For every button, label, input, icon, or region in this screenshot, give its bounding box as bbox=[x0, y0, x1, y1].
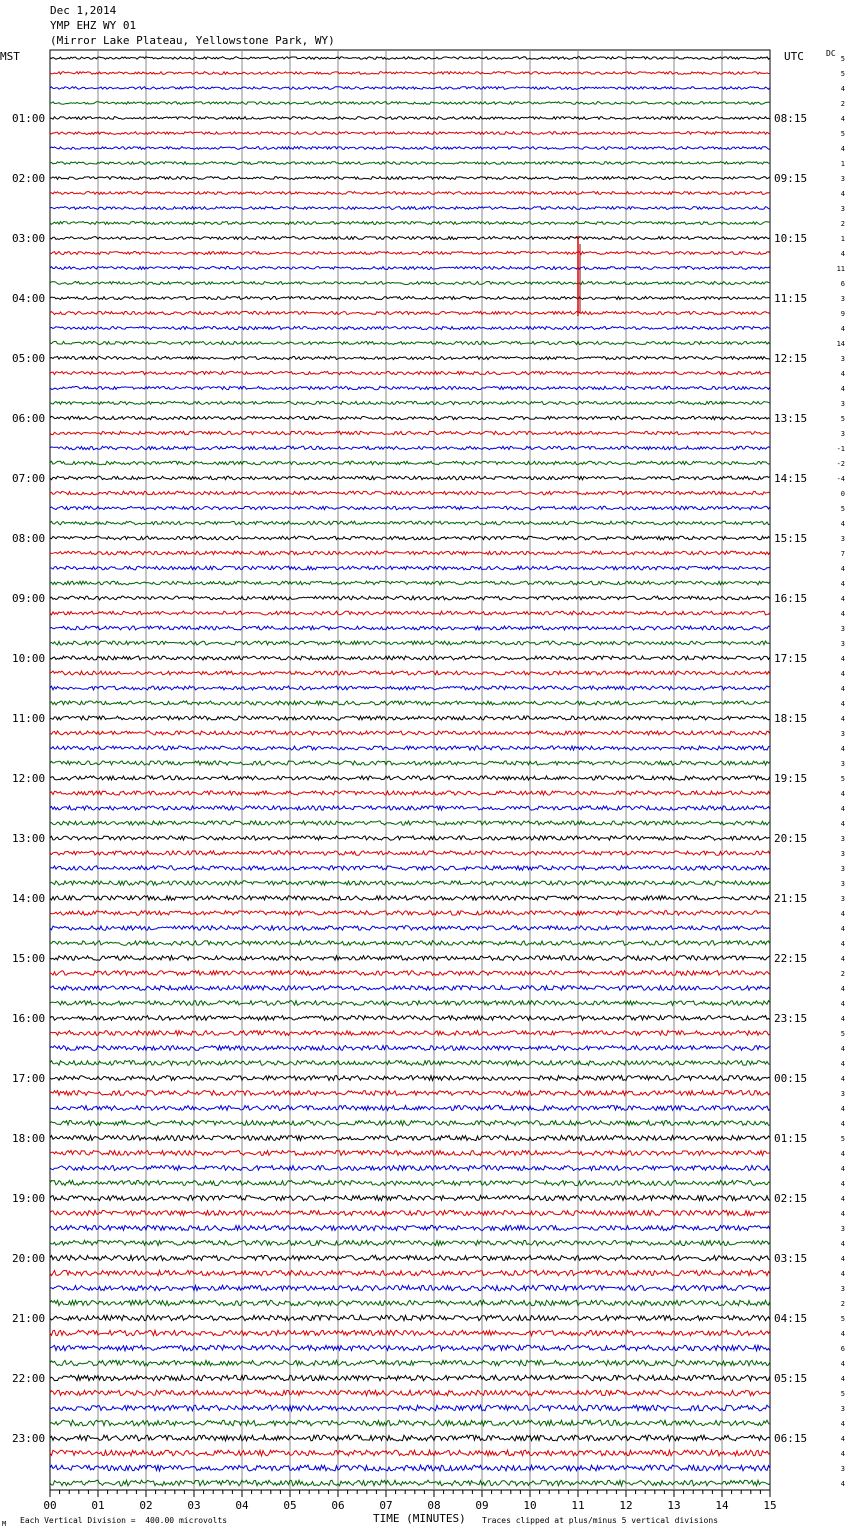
dc-offset-value: 4 bbox=[840, 1435, 845, 1443]
dc-offset-value: 5 bbox=[840, 775, 845, 783]
dc-offset-value: 4 bbox=[840, 1270, 845, 1278]
hour-label-mst: 22:00 bbox=[12, 1372, 46, 1385]
dc-offset-value: 4 bbox=[840, 805, 845, 813]
hour-label-mst: 23:00 bbox=[12, 1432, 46, 1445]
hour-label-utc: 01:15 bbox=[774, 1132, 808, 1145]
dc-offset-value: 4 bbox=[840, 385, 845, 393]
dc-offset-value: 4 bbox=[840, 1255, 845, 1263]
trace-line bbox=[50, 401, 770, 404]
dc-offset-value: 5 bbox=[840, 1135, 845, 1143]
trace-line bbox=[50, 836, 770, 840]
dc-offset-value: 3 bbox=[840, 1465, 845, 1473]
hour-label-utc: 02:15 bbox=[774, 1192, 808, 1205]
dc-offset-value: 4 bbox=[840, 745, 845, 753]
dc-offset-value: 4 bbox=[840, 1330, 845, 1338]
trace-line bbox=[50, 881, 770, 885]
hour-label-mst: 15:00 bbox=[12, 952, 46, 965]
trace-line bbox=[50, 446, 770, 449]
dc-offset-value: 4 bbox=[840, 1180, 845, 1188]
trace-line bbox=[50, 1420, 770, 1426]
hour-label-utc: 21:15 bbox=[774, 892, 808, 905]
trace-line bbox=[50, 1345, 770, 1350]
trace-line bbox=[50, 1046, 770, 1051]
hour-label-mst: 07:00 bbox=[12, 472, 46, 485]
dc-offset-value: 4 bbox=[840, 1015, 845, 1023]
trace-line bbox=[50, 341, 770, 344]
trace-line bbox=[50, 731, 770, 735]
dc-offset-value: 4 bbox=[840, 1000, 845, 1008]
trace-line bbox=[50, 1121, 770, 1126]
trace-line bbox=[50, 1016, 770, 1021]
trace-line bbox=[50, 1210, 770, 1215]
dc-offset-value: 5 bbox=[840, 55, 845, 63]
trace-line bbox=[50, 1136, 770, 1141]
hour-label-utc: 20:15 bbox=[774, 832, 808, 845]
dc-offset-value: 14 bbox=[836, 340, 845, 348]
trace-line bbox=[50, 986, 770, 991]
dc-offset-value: 4 bbox=[840, 190, 845, 198]
dc-offset-value: 5 bbox=[840, 1315, 845, 1323]
dc-offset-value: 4 bbox=[840, 1150, 845, 1158]
trace-line bbox=[50, 1330, 770, 1335]
trace-line bbox=[50, 386, 770, 389]
dc-offset-value: 4 bbox=[840, 1240, 845, 1248]
dc-offset-value: 4 bbox=[840, 580, 845, 588]
scale-note: Each Vertical Division = 400.00 microvolts bbox=[20, 1516, 228, 1525]
header-date: Dec 1,2014 bbox=[50, 4, 117, 17]
dc-offset-value: 4 bbox=[840, 325, 845, 333]
trace-line bbox=[50, 311, 770, 314]
dc-offset-value: 3 bbox=[840, 760, 845, 768]
dc-offset-value: 4 bbox=[840, 250, 845, 258]
header-station: YMP EHZ WY 01 bbox=[50, 19, 137, 32]
dc-offset-value: 2 bbox=[840, 1300, 845, 1308]
trace-line bbox=[50, 1255, 770, 1260]
trace-line bbox=[50, 1465, 770, 1471]
dc-offset-value: 3 bbox=[840, 1090, 845, 1098]
hour-label-mst: 11:00 bbox=[12, 712, 46, 725]
trace-line bbox=[50, 87, 770, 90]
trace-line bbox=[50, 1181, 770, 1186]
dc-offset-value: 4 bbox=[840, 670, 845, 678]
trace-line bbox=[50, 431, 770, 434]
trace-line bbox=[50, 1076, 770, 1081]
hour-label-mst: 10:00 bbox=[12, 652, 46, 665]
trace-line bbox=[50, 177, 770, 180]
trace-line bbox=[50, 656, 770, 660]
trace-line bbox=[50, 461, 770, 464]
dc-offset-value: 4 bbox=[840, 1360, 845, 1368]
trace-line bbox=[50, 521, 770, 525]
trace-line bbox=[50, 282, 770, 285]
hour-label-utc: 03:15 bbox=[774, 1252, 808, 1265]
trace-line bbox=[50, 1106, 770, 1111]
trace-line bbox=[50, 641, 770, 645]
hour-label-utc: 04:15 bbox=[774, 1312, 808, 1325]
trace-line bbox=[50, 926, 770, 931]
trace-line bbox=[50, 1151, 770, 1156]
dc-offset-value: 3 bbox=[840, 880, 845, 888]
dc-offset-value: 9 bbox=[840, 310, 845, 318]
trace-line bbox=[50, 1166, 770, 1171]
trace-line bbox=[50, 1285, 770, 1290]
x-tick-label: 02 bbox=[139, 1499, 153, 1512]
trace-line bbox=[50, 326, 770, 329]
trace-line bbox=[50, 476, 770, 480]
trace-line bbox=[50, 222, 770, 225]
right-zone-label: UTC bbox=[784, 50, 804, 63]
trace-line bbox=[50, 1480, 770, 1486]
dc-offset-value: 3 bbox=[840, 205, 845, 213]
dc-offset-value: 5 bbox=[840, 505, 845, 513]
dc-offset-value: 4 bbox=[840, 1165, 845, 1173]
trace-line bbox=[50, 506, 770, 510]
trace-line bbox=[50, 491, 770, 495]
trace-line bbox=[50, 746, 770, 750]
dc-offset-value: -2 bbox=[836, 460, 845, 468]
dc-offset-value: 3 bbox=[840, 865, 845, 873]
header-location: (Mirror Lake Plateau, Yellowstone Park, WY) bbox=[50, 34, 335, 47]
dc-offset-value: 4 bbox=[840, 685, 845, 693]
dc-offset-value: 3 bbox=[840, 355, 845, 363]
trace-line bbox=[50, 356, 770, 359]
dc-offset-value: 4 bbox=[840, 565, 845, 573]
hour-label-utc: 19:15 bbox=[774, 772, 808, 785]
hour-label-mst: 03:00 bbox=[12, 232, 46, 245]
hour-label-utc: 22:15 bbox=[774, 952, 808, 965]
trace-line bbox=[50, 536, 770, 540]
trace-line bbox=[50, 581, 770, 585]
trace-line bbox=[50, 791, 770, 795]
x-tick-label: 01 bbox=[91, 1499, 105, 1512]
dc-offset-value: 4 bbox=[840, 1120, 845, 1128]
dc-offset-value: 2 bbox=[840, 100, 845, 108]
dc-offset-value: 3 bbox=[840, 295, 845, 303]
dc-offset-value: 3 bbox=[840, 835, 845, 843]
x-tick-label: 06 bbox=[331, 1499, 345, 1512]
dc-offset-value: 5 bbox=[840, 1030, 845, 1038]
dc-offset-value: 3 bbox=[840, 625, 845, 633]
trace-line bbox=[50, 1375, 770, 1381]
hour-label-utc: 15:15 bbox=[774, 532, 808, 545]
dc-offset-value: 4 bbox=[840, 820, 845, 828]
dc-offset-value: 3 bbox=[840, 1405, 845, 1413]
dc-offset-value: 6 bbox=[840, 280, 845, 288]
dc-offset-value: 1 bbox=[840, 235, 845, 243]
trace-line bbox=[50, 57, 770, 60]
hour-label-mst: 01:00 bbox=[12, 112, 46, 125]
x-tick-label: 09 bbox=[475, 1499, 489, 1512]
dc-offset-value: 4 bbox=[840, 1375, 845, 1383]
hour-label-utc: 23:15 bbox=[774, 1012, 808, 1025]
dc-offset-value: 3 bbox=[840, 535, 845, 543]
dc-offset-value: 3 bbox=[840, 1285, 845, 1293]
dc-offset-value: 3 bbox=[840, 640, 845, 648]
trace-line bbox=[50, 551, 770, 555]
x-tick-label: 03 bbox=[187, 1499, 201, 1512]
x-tick-label: 04 bbox=[235, 1499, 249, 1512]
hour-label-utc: 18:15 bbox=[774, 712, 808, 725]
dc-offset-value: 4 bbox=[840, 910, 845, 918]
trace-line bbox=[50, 626, 770, 630]
trace-line bbox=[50, 851, 770, 855]
dc-offset-value: 4 bbox=[840, 1210, 845, 1218]
dc-offset-value: 4 bbox=[840, 610, 845, 618]
trace-line bbox=[50, 296, 770, 299]
hour-label-utc: 13:15 bbox=[774, 412, 808, 425]
hour-label-mst: 12:00 bbox=[12, 772, 46, 785]
trace-line bbox=[50, 896, 770, 900]
trace-line bbox=[50, 1300, 770, 1305]
dc-offset-value: -1 bbox=[836, 445, 845, 453]
trace-line bbox=[50, 1405, 770, 1411]
trace-line bbox=[50, 821, 770, 825]
dc-offset-value: 4 bbox=[840, 1195, 845, 1203]
hour-label-mst: 08:00 bbox=[12, 532, 46, 545]
trace-line bbox=[50, 192, 770, 195]
left-zone-label: MST bbox=[0, 50, 20, 63]
hour-label-utc: 17:15 bbox=[774, 652, 808, 665]
dc-offset-value: 3 bbox=[840, 730, 845, 738]
hour-label-mst: 05:00 bbox=[12, 352, 46, 365]
dc-offset-value: 5 bbox=[840, 1390, 845, 1398]
dc-offset-value: 4 bbox=[840, 1105, 845, 1113]
dc-offset-value: 4 bbox=[840, 520, 845, 528]
trace-line bbox=[50, 971, 770, 976]
hour-label-mst: 18:00 bbox=[12, 1132, 46, 1145]
hour-label-utc: 16:15 bbox=[774, 592, 808, 605]
hour-label-utc: 06:15 bbox=[774, 1432, 808, 1445]
trace-line bbox=[50, 941, 770, 946]
dc-offset-value: 4 bbox=[840, 925, 845, 933]
trace-line bbox=[50, 716, 770, 720]
dc-offset-value: 5 bbox=[840, 70, 845, 78]
x-tick-label: 15 bbox=[763, 1499, 777, 1512]
dc-offset-value: 4 bbox=[840, 1480, 845, 1488]
x-axis-label: TIME (MINUTES) bbox=[373, 1512, 466, 1525]
dc-offset-value: 2 bbox=[840, 220, 845, 228]
clip-note: Traces clipped at plus/minus 5 vertical divisions bbox=[482, 1516, 719, 1525]
dc-offset-value: 3 bbox=[840, 895, 845, 903]
dc-offset-value: 4 bbox=[840, 145, 845, 153]
x-tick-label: 10 bbox=[523, 1499, 537, 1512]
trace-line bbox=[50, 117, 770, 120]
dc-label: DC bbox=[826, 49, 836, 58]
trace-line bbox=[50, 1001, 770, 1006]
hour-label-mst: 21:00 bbox=[12, 1312, 46, 1325]
dc-offset-value: 4 bbox=[840, 790, 845, 798]
trace-line bbox=[50, 147, 770, 150]
x-tick-label: 12 bbox=[619, 1499, 633, 1512]
dc-offset-value: 3 bbox=[840, 850, 845, 858]
dc-offset-value: 5 bbox=[840, 130, 845, 138]
dc-offset-value: 4 bbox=[840, 1075, 845, 1083]
trace-line bbox=[50, 1270, 770, 1275]
trace-line bbox=[50, 267, 770, 270]
hour-label-mst: 16:00 bbox=[12, 1012, 46, 1025]
corner-mark: M bbox=[2, 1520, 7, 1528]
x-tick-label: 11 bbox=[571, 1499, 585, 1512]
x-tick-label: 13 bbox=[667, 1499, 681, 1512]
trace-line bbox=[50, 761, 770, 765]
dc-offset-value: 5 bbox=[840, 415, 845, 423]
dc-offset-value: 2 bbox=[840, 970, 845, 978]
trace-line bbox=[50, 911, 770, 915]
dc-offset-value: 4 bbox=[840, 370, 845, 378]
hour-label-mst: 14:00 bbox=[12, 892, 46, 905]
trace-line bbox=[50, 866, 770, 870]
dc-offset-value: 1 bbox=[840, 160, 845, 168]
hour-label-mst: 17:00 bbox=[12, 1072, 46, 1085]
trace-line bbox=[50, 686, 770, 690]
x-tick-label: 00 bbox=[43, 1499, 57, 1512]
hour-label-mst: 02:00 bbox=[12, 172, 46, 185]
hour-label-mst: 13:00 bbox=[12, 832, 46, 845]
dc-offset-value: 3 bbox=[840, 430, 845, 438]
hour-label-utc: 10:15 bbox=[774, 232, 808, 245]
trace-line bbox=[50, 1061, 770, 1066]
dc-offset-value: 4 bbox=[840, 715, 845, 723]
dc-offset-value: 6 bbox=[840, 1345, 845, 1353]
hour-label-utc: 11:15 bbox=[774, 292, 808, 305]
dc-offset-value: 11 bbox=[836, 265, 845, 273]
trace-line bbox=[50, 252, 770, 255]
trace-line bbox=[50, 416, 770, 419]
trace-line bbox=[50, 566, 770, 570]
dc-offset-value: 4 bbox=[840, 1450, 845, 1458]
dc-offset-value: 7 bbox=[840, 550, 845, 558]
hour-label-mst: 19:00 bbox=[12, 1192, 46, 1205]
dc-offset-value: -4 bbox=[836, 475, 845, 483]
trace-line bbox=[50, 1435, 770, 1441]
trace-line bbox=[50, 701, 770, 705]
dc-offset-value: 4 bbox=[840, 1420, 845, 1428]
hour-label-utc: 14:15 bbox=[774, 472, 808, 485]
trace-line bbox=[50, 132, 770, 135]
dc-offset-value: 4 bbox=[840, 655, 845, 663]
dc-offset-value: 4 bbox=[840, 955, 845, 963]
trace-line bbox=[50, 611, 770, 615]
trace-line bbox=[50, 596, 770, 600]
dc-offset-value: 4 bbox=[840, 115, 845, 123]
x-tick-label: 14 bbox=[715, 1499, 729, 1512]
trace-line bbox=[50, 671, 770, 675]
hour-label-mst: 20:00 bbox=[12, 1252, 46, 1265]
dc-offset-value: 4 bbox=[840, 985, 845, 993]
hour-label-utc: 09:15 bbox=[774, 172, 808, 185]
x-tick-label: 05 bbox=[283, 1499, 297, 1512]
dc-offset-value: 3 bbox=[840, 400, 845, 408]
trace-line bbox=[50, 1195, 770, 1200]
trace-line bbox=[50, 1360, 770, 1365]
trace-line bbox=[50, 1225, 770, 1230]
hour-label-mst: 06:00 bbox=[12, 412, 46, 425]
dc-offset-value: 4 bbox=[840, 595, 845, 603]
trace-line bbox=[50, 956, 770, 961]
trace-line bbox=[50, 1450, 770, 1456]
dc-offset-value: 4 bbox=[840, 700, 845, 708]
trace-line bbox=[50, 1240, 770, 1245]
dc-offset-value: 4 bbox=[840, 1060, 845, 1068]
trace-line bbox=[50, 72, 770, 75]
dc-offset-value: 3 bbox=[840, 175, 845, 183]
trace-line bbox=[50, 371, 770, 374]
trace-line bbox=[50, 1390, 770, 1396]
hour-label-mst: 04:00 bbox=[12, 292, 46, 305]
x-tick-label: 08 bbox=[427, 1499, 441, 1512]
hour-label-utc: 05:15 bbox=[774, 1372, 808, 1385]
trace-line bbox=[50, 806, 770, 810]
trace-line bbox=[50, 1031, 770, 1036]
hour-label-utc: 00:15 bbox=[774, 1072, 808, 1085]
trace-line bbox=[50, 776, 770, 780]
x-tick-label: 07 bbox=[379, 1499, 393, 1512]
hour-label-utc: 12:15 bbox=[774, 352, 808, 365]
hour-label-mst: 09:00 bbox=[12, 592, 46, 605]
trace-line bbox=[50, 1315, 770, 1320]
trace-line bbox=[50, 1091, 770, 1096]
hour-label-utc: 08:15 bbox=[774, 112, 808, 125]
dc-offset-value: 4 bbox=[840, 85, 845, 93]
trace-line bbox=[50, 237, 770, 240]
dc-offset-value: 4 bbox=[840, 940, 845, 948]
trace-line bbox=[50, 207, 770, 210]
dc-offset-value: 3 bbox=[840, 1225, 845, 1233]
dc-offset-value: 0 bbox=[840, 490, 845, 498]
trace-line bbox=[50, 102, 770, 105]
trace-line bbox=[50, 162, 770, 165]
dc-offset-value: 4 bbox=[840, 1045, 845, 1053]
